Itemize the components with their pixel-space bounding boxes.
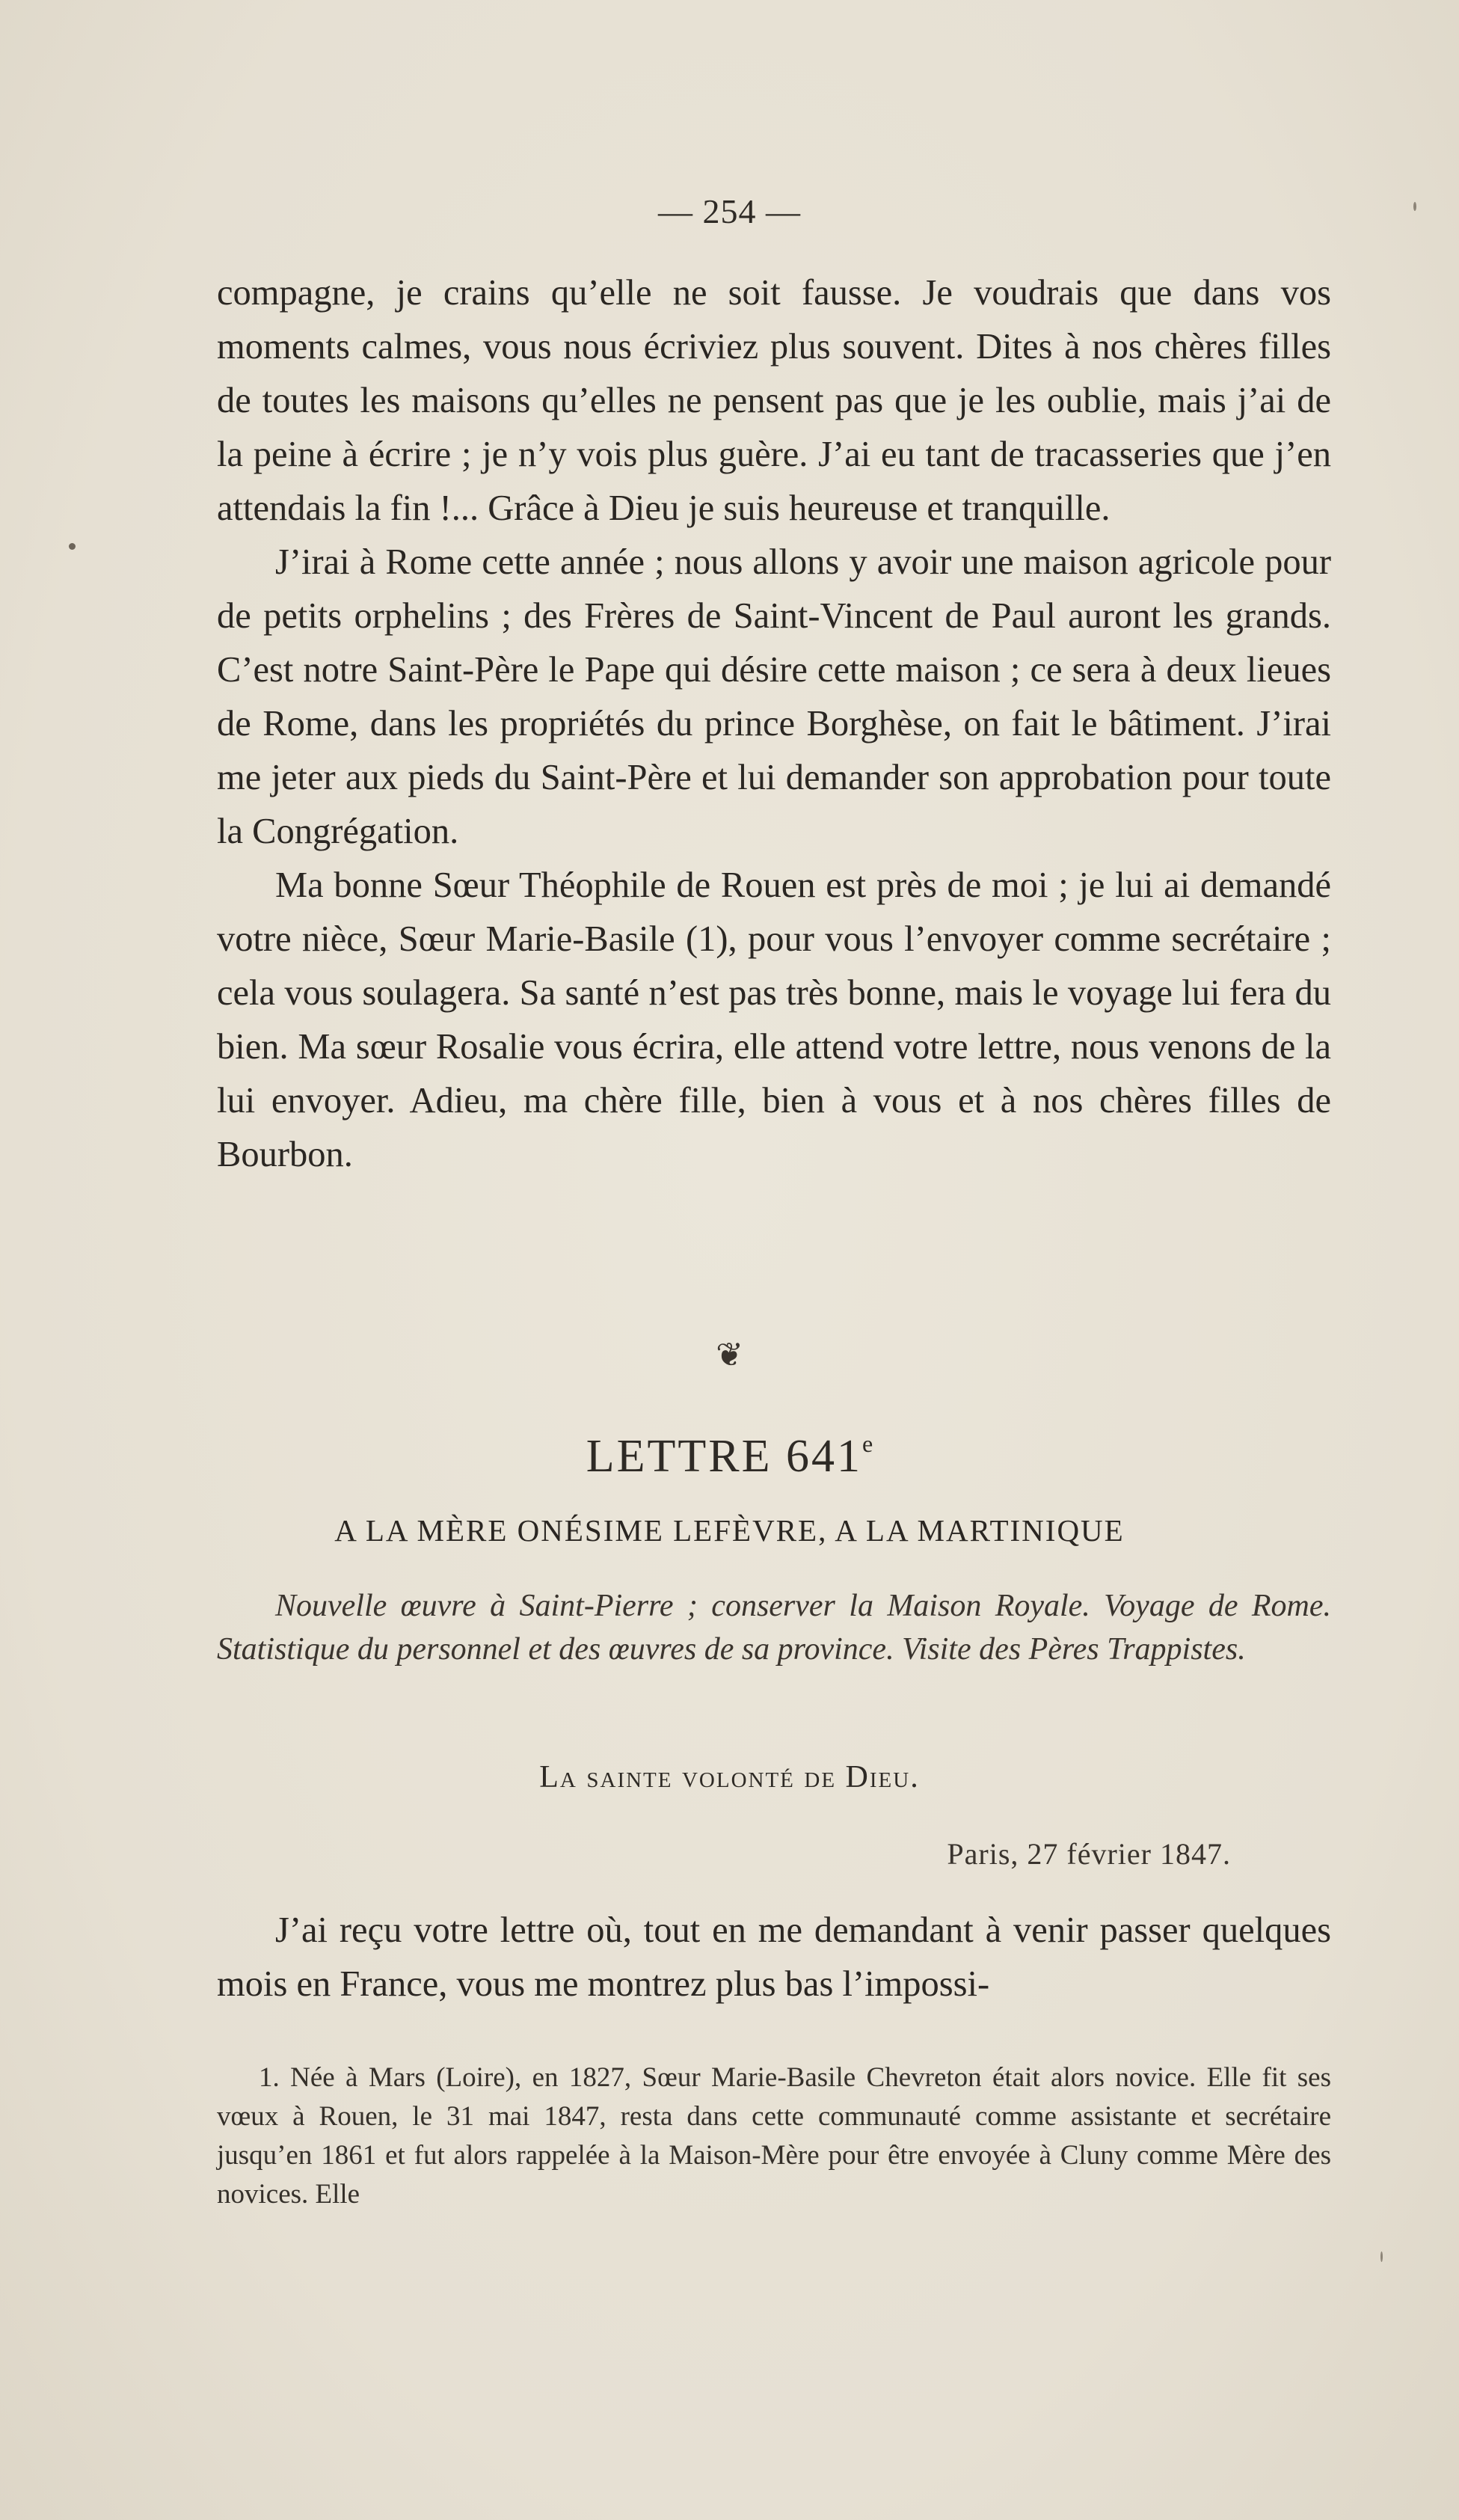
- scan-speck: [1380, 2251, 1383, 2262]
- letter-summary-text: Nouvelle œuvre à Saint-Pierre ; conserver la Maison Royale. Voyage de Rome. Statistique du personnel et des œuvres de sa province. Visite des Pères Trappistes.: [217, 1589, 1331, 1667]
- letter-opening-paragraph: J’ai reçu votre lettre où, tout en me demandant à venir passer quelques mois en France, vous me montrez plus bas l’impossi-: [217, 1910, 1331, 2004]
- letter-summary: [217, 1584, 1331, 1671]
- letter-640-continuation: [217, 266, 1331, 1182]
- letter-title-text: LETTRE 641: [586, 1431, 862, 1482]
- letter-641-body: [217, 1904, 1331, 2011]
- scan-speck: [1413, 202, 1416, 211]
- letter-date: Paris, 27 février 1847.: [947, 1837, 1231, 1871]
- body-paragraph-3: Ma bonne Sœur Théophile de Rouen est près de moi ; je lui ai demandé votre nièce, Sœur Marie-Basile (1), pour vous l’envoyer comme secrétaire ; cela vous soulagera. Sa santé n’est pas très bonne, mais le voyage lui fera du bien. Ma sœur Rosalie vous écrira, elle attend votre lettre, nous venons de la lui envoyer. Adieu, ma chère fille, bien à vous et à nos chères filles de Bourbon.: [217, 865, 1331, 1174]
- fleuron-ornament-icon: ❦: [716, 1336, 743, 1374]
- scan-speck: [69, 543, 76, 550]
- body-paragraph-2: J’irai à Rome cette année ; nous allons y avoir une maison agricole pour de petits orphelins ; des Frères de Saint-Vincent de Paul auront les grands. C’est notre Saint-Père le Pape qui désire cette maison ; ce sera à deux lieues de Rome, dans les propriétés du prince Borghèse, on fait le bâtiment. J’irai me jeter aux pieds du Saint-Père et lui demander son approbation pour toute la Congrégation.: [217, 542, 1331, 851]
- letter-title-superscript: e: [862, 1430, 873, 1457]
- page-number: — 254 —: [658, 192, 801, 230]
- letter-motto: La sainte volonté de Dieu.: [539, 1760, 920, 1794]
- letter-title: [0, 1430, 1459, 1483]
- body-paragraph-1: compagne, je crains qu’elle ne soit fausse. Je voudrais que dans vos moments calmes, vous nous écriviez plus souvent. Dites à nos chères filles de toutes les maisons qu’elles ne pensent pas que je les oublie, mais j’ai de la peine à écrire ; je n’y vois plus guère. J’ai eu tant de tracasseries que j’en attendais la fin !... Grâce à Dieu je suis heureuse et tranquille.: [217, 273, 1331, 528]
- footnote: [217, 2058, 1331, 2214]
- letter-recipient: A LA MÈRE ONÉSIME LEFÈVRE, A LA MARTINIQUE: [334, 1513, 1125, 1548]
- footnote-text: 1. Née à Mars (Loire), en 1827, Sœur Marie-Basile Chevreton était alors novice. Elle fit ses vœux à Rouen, le 31 mai 1847, resta dans cette communauté comme assistante et secrétaire jusqu’en 1861 et fut alors rappelée à la Maison-Mère pour être envoyée à Cluny comme Mère des novices. Elle: [217, 2062, 1331, 2210]
